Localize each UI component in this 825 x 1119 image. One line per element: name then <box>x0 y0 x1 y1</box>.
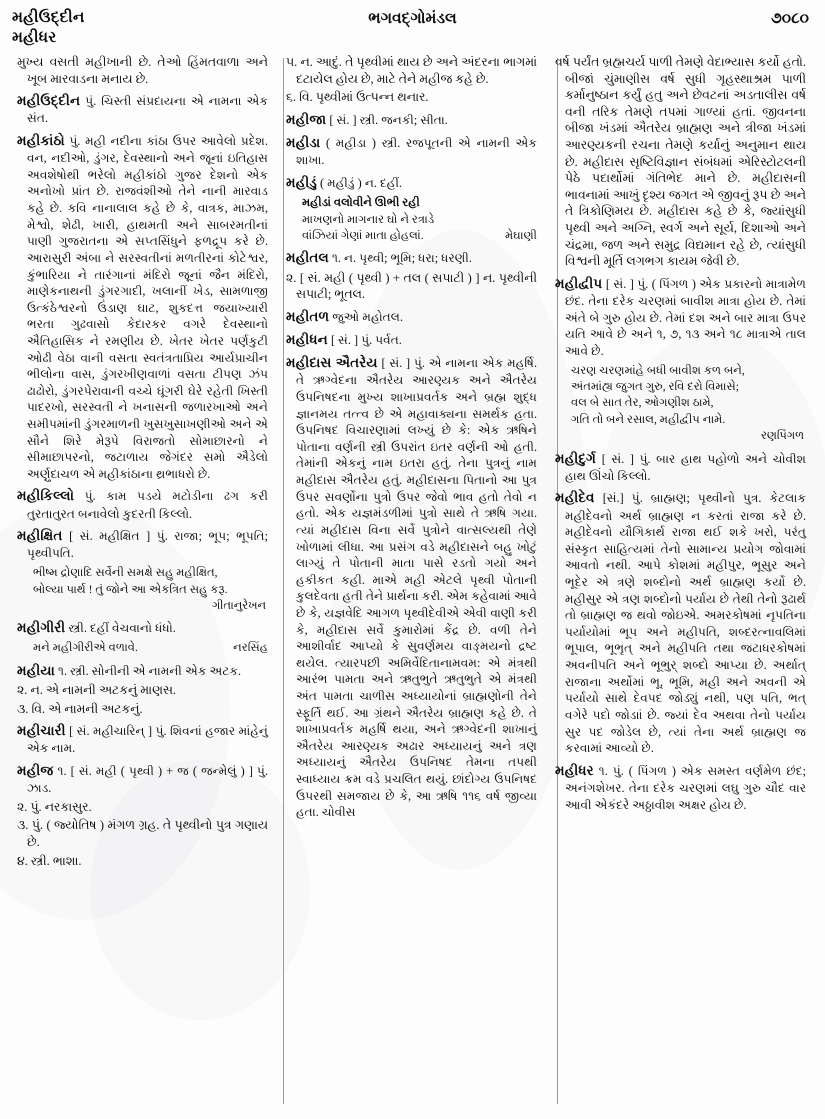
entry-mahidhan <box>286 331 537 349</box>
verse-text: મને મહીગીરીએ વળાવે. <box>33 641 138 655</box>
verse-line <box>302 228 537 244</box>
verse-quote <box>17 565 268 614</box>
verse-keyword: મહીડાં વલોવીને ઊભી રહી <box>302 196 420 210</box>
headword[interactable]: મહીઉદ્દીન <box>17 93 81 109</box>
entry-mahiuddin <box>17 92 268 127</box>
variant-form: ( મહીડું ) <box>320 175 362 190</box>
headword[interactable]: મહીયા <box>17 662 55 678</box>
definition: સ્ત્રી. રજપૂતની એ નામની એક શાખા. <box>296 136 537 168</box>
variant-form: ( મહીડા ) <box>326 136 376 151</box>
entry-continued <box>286 54 537 106</box>
entry-mahija <box>286 111 537 129</box>
headword[interactable]: મહીતળ <box>286 308 330 324</box>
definition: પું. મહી નદીના કાંઠા ઉપર આવેલો પ્રદેશ. વન, નદીઓ, ડુંગર, દેવસ્થાનો અને જૂનાં ઇતિહાસ અવશેષોથી ભરેલો મહીકાંઠો ગુજર દેશનો એક અનોખો પ્રાંત છે. રાજવંશીઓ તેને નાની મારવાડ કહે છે. કવિ નાનાલાલ કહે છે કે, વાત્રક, માઝમ, મેશ્વો, શેઢી, ખારી, હાથમતી અને સાબરમતીનાં પાણી ગુજરાતના એ સપ્તસિંધુને ફળદ્રૂપ કરે છે. આરાસુરી અંબા ને સરસ્વતીનાં મળતીરનાં કોટેશ્વર, કુંભારિયા ને તારંગાનાં મંદિરો જૂનાં જૈન મંદિરો, માણેકનાથની ડુંગરગાદી, ખલાનીં ખેડ, સામળાજી ઉત્કંઠેશ્વરનો ઉંડાણ ઘાટ, શુકદત્ત જયાખ્યારી ભરતા ગુઢવાસો કેદારકર વગરે દેવસ્થાનો ઐતિહાસિક ને રમણીય છે. ખેતર ખેતર પર્ણકુટી ઓઢી વેઠા વાની વસતા સ્વતંત્રતાપ્રિય આર્યપ્રાચીન ભીલોના વાસ, ડુંગરખીણવાળાં વસતા ટીપણ ઝંપ ઢાઢોરો, ડુંગરપેરાવાની વચ્ચે ઘૂંગરી ઘેરે રહેતી ખિસ્તી પાદરખો, સરસ્વતી ને ખનાસની જળારખાઓ અને સમીપમાંની ડુંગરમાળની ખુસખુસાખણીઓ અને એ સૌને શિરે મેરૂપે વિરાજતો સોમાછારનો ને સીમાછાપરનો, જટાળાય જેગંદર સમો ઐડેલો અર્ણુદાચળ એ મહીકાંઠાના થ્રભાધરો છે. <box>27 134 268 481</box>
headword[interactable]: મહીધન <box>286 332 328 348</box>
headword[interactable]: મહીક્ષિત <box>17 528 63 544</box>
verse-text: વાંઝિયાં ગેણાં માતા હોહલાં. <box>302 228 424 242</box>
entry-mahidvip <box>555 275 806 445</box>
headword[interactable]: મહીગીરી <box>17 620 66 636</box>
definition: પું. પર્વત. <box>361 333 402 348</box>
headword[interactable]: મહીદાસ ઐતરેય <box>286 355 378 371</box>
headword[interactable]: મહીજ <box>17 763 54 779</box>
continued-text: મુખ્ય વસતી મહીખાની છે. તેઓ હિંમતવાળા અને ખૂબ મારવાડના મનાય છે. <box>17 55 268 86</box>
entry-mahidev <box>555 489 806 756</box>
definition: પું. રાજા; ભૂપ; ભૂપતિ; પૃથ્વીપતિ. <box>27 529 268 561</box>
verse-line: ચરણ ચરણમાંહે બધી બાવીશ કળ બને, <box>571 363 745 377</box>
headword[interactable]: મહીજા <box>286 111 327 127</box>
headword[interactable]: મહીકિલ્લો <box>17 488 75 504</box>
entry-mahidun <box>286 174 537 245</box>
verse-quote <box>555 363 806 445</box>
verse-line: અંતમાંહ્ય જુગત ગુરુ, રવિ દરો વિમાસે; <box>571 380 740 394</box>
sense: ૨. [ સં. મહી ( પૃથ્વી ) + તલ ( સપાટી ) ] ન. પૃથ્વીની સપાટી; ભૂતલ. <box>286 270 537 302</box>
etymology: [ સં. ] <box>605 276 634 291</box>
sense: ૪. સ્ત્રી. ભાશા. <box>17 853 82 868</box>
column-3 <box>546 54 815 1109</box>
page-number: ૭૦૮૦ <box>771 10 809 27</box>
verse-quote <box>17 640 268 656</box>
definition: પું. ( પિંગળ ) એક પ્રકારનો માત્રામેળ છંદ. તેના દરેક ચરણમાં બાવીશ માત્રા હોય છે. તેમાં અંતે બે ગુરુ હોય છે. તેમાં દશ અને બાર માત્રા ઉપર યતિ આવે છે અને ૧, ૭, ૧૩ અને ૧૮ માત્રાએ તાલ આવે છે. <box>565 276 806 358</box>
sense: ૨. ન. એ નામની અટકનું માણસ. <box>17 683 177 697</box>
headword[interactable]: મહીચારી <box>17 723 66 739</box>
entry-mahidhar <box>555 762 806 813</box>
etymology: [ સં. મહીચારિન્ ] <box>69 724 153 739</box>
etymology: [ સં. ] <box>381 356 411 371</box>
headword[interactable]: મહીડા <box>286 135 321 151</box>
sense: ૧. પું. ( પિંગળ ) એક સમસ્ત વર્ણમેળ છંદ; અનંગશેખર. તેના દરેક ચરણમાં લઘુ ગુરુ ચૌદ વાર આવી એકંદરે અઠ્ઠાવીશ અક્ષર હોય છે. <box>565 763 806 812</box>
entry-continued <box>17 54 268 87</box>
entry-mahikantho <box>17 132 268 482</box>
etymology: [સં.] <box>602 491 624 506</box>
headword[interactable]: મહીદુર્ગ <box>555 450 597 466</box>
sense: ૬. વિ. પૃથ્વીમાં ઉત્પન્ન થનાર. <box>286 90 429 105</box>
headword[interactable]: મહીદેવ <box>555 490 595 506</box>
headword[interactable]: મહીધર <box>555 762 594 778</box>
verse-attribution: રણપિંગળ <box>761 430 804 443</box>
definition: સ્ત્રી. દહીં વેચવાનો ધંધો. <box>68 621 176 636</box>
verse-line <box>33 640 268 656</box>
entry-mahikshit <box>17 527 268 614</box>
entry-mahiya <box>17 662 268 717</box>
entry-mahidas-aitarey <box>286 354 537 821</box>
verse-line: વલ બે સાત તેર, ઓગણીશ ઠામે, <box>571 396 714 410</box>
verse-line: ભીષ્મ દ્રોણાદિ સર્વેની સમક્ષે સહુ મહીક્ષિત, <box>33 566 218 580</box>
guide-word-first: મહીઉદ્દીન <box>12 9 85 26</box>
entry-mahitala <box>286 308 537 326</box>
entry-mahichari <box>17 722 268 757</box>
entry-mahidurg <box>555 450 806 485</box>
verse-attribution: ગીતાનુરેખન <box>211 599 266 612</box>
headword[interactable]: મહીદ્વીપ <box>555 275 603 291</box>
etymology: [ સં. મહીક્ષિત ] <box>69 529 151 544</box>
sense: ૨. પું. નરકાસુર. <box>17 799 92 814</box>
entry-mahital <box>286 249 537 302</box>
verse-attribution: મેઘાણી <box>504 228 537 242</box>
headword[interactable]: મહીકાંઠો <box>17 133 65 149</box>
book-title: ભગવદ્ગોમંડલ <box>368 10 457 27</box>
verse-line: માખણનો માગનાર ઘો ને રત્રાડે <box>302 212 435 226</box>
etymology: [ સં. ] <box>601 451 634 466</box>
sense: ૩. વિ. એ નામની અટકનું. <box>17 701 143 716</box>
headword[interactable]: મહીડું <box>286 174 317 190</box>
verse-line: ગતિ તો બને રસાલ, મહીદ્વીપ નામે. <box>571 412 726 426</box>
definition: પું. બાર હાથ પહોળો અને ચોવીશ હાથ ઊંચો કિલ્લો. <box>565 451 806 483</box>
entry-mahigiri <box>17 619 268 657</box>
column-1 <box>8 54 277 1109</box>
definition: પું. કામ પડયે મટોડીના ઢગ કરી તુરતાતુરત બનાવેલો કુદરતી કિલ્લો. <box>27 489 268 521</box>
sense: ૩. પું. ( જ્યોતિષ ) મંગળ ગ્રહ. તે પૃથ્વીનો પુત્ર ગણાય છે. <box>17 818 268 850</box>
sense: ૧. સ્ત્રી. સોનીની એ નામની એક અટક. <box>58 663 242 678</box>
etymology: [ સં. ] <box>329 112 357 127</box>
cross-reference: જુઓ મહોતલ. <box>332 309 404 324</box>
continued-text: વર્ષ પર્યંત બ્રહ્મચર્ય પાળી તેમણે વેદાભ્યાસ કર્યો હતો. બીજાં ચુંમાણીસ વર્ષ સુધી ગૃહસ્થાશ્રમ પાળી કર્માનુષ્ઠાન કર્યું હતુ અને છેવટનાં અડતાલીસ વર્ષ વની તરિક તેમણે તપમાં ગાળ્યાં હતાં. જીવનના બીજા ખંડમાં ઐતરેય બ્રાહ્મણ અને ત્રીજા ખંડમાં આરણ્યકની રચના તેમણે કર્યાનું અનુમાન થાય છે. મહીદાસ સૃષ્ટિવિજ્ઞાન સંબંધમાં એરિસ્ટોટલની પેઠે પદાર્થોમાં ગંતિભેદ માને છે. મહીદાસની ભાવનામાં આખું દૃશ્ય જગત એ જીવનું રૂપ છે અને તે ત્રિકોણિમય છે. મહીદાસ કહે છે કે, જ્યાંસુધી પૃથ્વી અને અગ્નિ, સ્વર્ગ અને સૂર્ય, દિશાઓ અને ચંદ્રમા, જળ અને સમુદ્ર વિદ્યમાન રહે છે, ત્યાંસુધી વિશ્વની મૂર્તિ લગભગ કાયમ જેવી છે. <box>555 55 806 269</box>
verse-quote <box>286 195 537 244</box>
definition: પું. ચિસ્તી સંપ્રદાયના એ નામના એક સંત. <box>27 94 268 126</box>
sense: ૧. ન. પૃથ્વી; ભૂમિ; ધરા; ધરણી. <box>331 251 472 266</box>
definition: સ્ત્રી. જનકી; સીતા. <box>359 112 448 127</box>
etymology: [ સં. ] <box>330 333 359 348</box>
definition: પું. શિવનાં હજાર માંહેનું એક નામ. <box>27 724 268 756</box>
column-container <box>8 54 817 1109</box>
verse-line <box>302 195 537 211</box>
definition: પું. એ નામના એક મહર્ષિ. તે ઋગ્વેદના ઐતરેય આરણ્યક અને ઐતરેય ઉપનિષદના મુખ્ય શાખાપ્રવર્તક અને બ્રહ્મ શુદ્ધ જ્ઞાનમય તત્ત્વ છે એ મહાવાક્યના સમર્થક હતા. ઉપનિષદ વિચારણામાં લખ્યું છે કે: એક ઋષિને પોતાના વર્ણની સ્ત્રી ઉપરાંત ઇતર વર્ણની ઓ હતી. તેમાંની એકનું નામ ઇતરા હતું. તેના પુત્રનું નામ મહીદાસ ઐતરેય હતું. મહીદાસના પિતાનો આ પુત્ર ઉપર સવર્ણોના પુત્રો ઉપર જેવો ભાવ હતો તેવો ન હતો. એક યજ્ઞમંડળીમાં પુત્રો સાથે તે ઋષિ ગયા. ત્યાં મહીદાસ વિના સર્વે પુત્રોને વાત્સલ્યથી તેણે ખોળામાં લીધા. આ પ્રસંગ વડે મહીદાસને બહુ ખોટું લાગ્યું તે પોતાની માતા પાસે રડતો ગયો અને હકીકત કહી. માએ મહી એટલે પૃથ્વી પોતાની કુલદેવતા હતી તેને પ્રાર્થના કરી. એમ કહેવામાં આવે છે કે, યજ્ઞવેદિ આગળ પૃથ્વીદેવીએ એવી વાણી કરી કે, મહીદાસ સર્વે કુમારોમાં કેંદ્ર છે. વળી તેને આશીર્વાદ આપ્યો કે સુવર્ણમય વાઙ્મયનો દ્રષ્ટ થયેલ. ત્યારપછી અમિર્વેદિતાનામવમ: એ મંત્રથી આરંભ પામતા અને ઋતુભુતે ઋતુભુતે એ મંત્રથી અંત પામતા ચાળીસ અધ્યાયોનાં બ્રાહ્મણોની તેને સ્ફૂર્તિ થઈ. આ ગ્રંથને ઐતરેય બ્રાહ્મણ કહે છે. તે શાખાપ્રવર્તક મહર્ષિ થયા, અને ઋગ્વેદની શાખાનું ઐતરેય આરણ્યક અઢાર અધ્યાયનું અને ત્રણ અધ્યાયનું ઐતરેય ઉપનિષદ તેમના તપથી સ્વાધ્યાય ક્રમ વડે પ્રચલિત થયું. છાંદોગ્ય ઉપનિષદ ઉપરથી સમજાય છે કે, આ ઋષિ ૧૧૬ વર્ષ જીવ્યા હતા. ચોવીસ <box>296 356 537 820</box>
entry-mahij <box>17 762 268 869</box>
headword[interactable]: મહીતલ <box>286 250 329 266</box>
entry-mahikillo <box>17 487 268 522</box>
column-2 <box>277 54 546 1109</box>
definition: ન. દહીં. <box>364 175 402 190</box>
verse-attribution: નરસિંહ <box>233 641 268 655</box>
verse-line: બોલ્યા પાર્થ ! તું જોને આ એકત્રિત સહુ કરૂ. <box>33 582 228 596</box>
sense: ૧. [ સં. મહી ( પૃથ્વી ) + જ ( જન્મેલું ) ] પું. ઝાડ. <box>27 764 268 796</box>
entry-mahida <box>286 134 537 169</box>
sense: ૫. ન. આદું. તે પૃથ્વીમાં થાય છે અને અંદરના ભાગમાં દટાયેલ હોય છે, માટે તેને મહીજ કહે છે. <box>286 55 537 86</box>
entry-continued <box>555 54 806 270</box>
running-head <box>0 0 825 52</box>
guide-word-last: મહીધર <box>12 28 57 46</box>
definition: પું. બ્રાહ્મણ; પૃથ્વીનો પુત્ર. કેટલાક મહીદેવનો અર્થ બ્રાહ્મણ ન કરતાં રાજા કરે છે. મહીદેવનો યૌગિકાર્થ રાજા થઈ શકે ખરો, પરંતુ સંસ્કૃત સાહિત્યમાં તેનો સામાન્ય પ્રયોગ જોવામાં આવતો નથી. આપે કોશમાં મહીપુર, ભૂસુર અને ભૂદેર એ ત્રણે શબ્દોનો અર્થ બ્રાહ્મણ કર્યો છે. મહીસુર એ ત્રણ શબ્દોનો પર્યાય છે તેથી તેનો રૂઢાર્થ તો બ્રાહ્મણ જ થવો જોઇએ. અમરકોષમાં નૃપતિના પર્યાયોમાં ભૂપ અને મહીપતિ, શબ્દરત્નાવલિમાં ભૂપાલ, ભૂભૃત્ અને મહીપતિ તથા જટાધરકોષમાં અવનીપતિ અને ભૂભુર્ શબ્દો આપ્યા છે. અર્થાત્ રાજાના અર્થોમાં ભૂ, ભૂમિ, મહી અને અવની એ પર્યાયો સાથે દેવપદ જોડ્યું નથી, પણ પતિ, ભત્ વગેરે પદો જોડાાં છે. જ્યાં દેવ અથવા તેનો પર્યાય સુર પદ જોડેલ છે, ત્યાં તેના અર્થ બ્રાહ્મણ જ કરવામાં આવ્યો છે. <box>565 491 806 756</box>
